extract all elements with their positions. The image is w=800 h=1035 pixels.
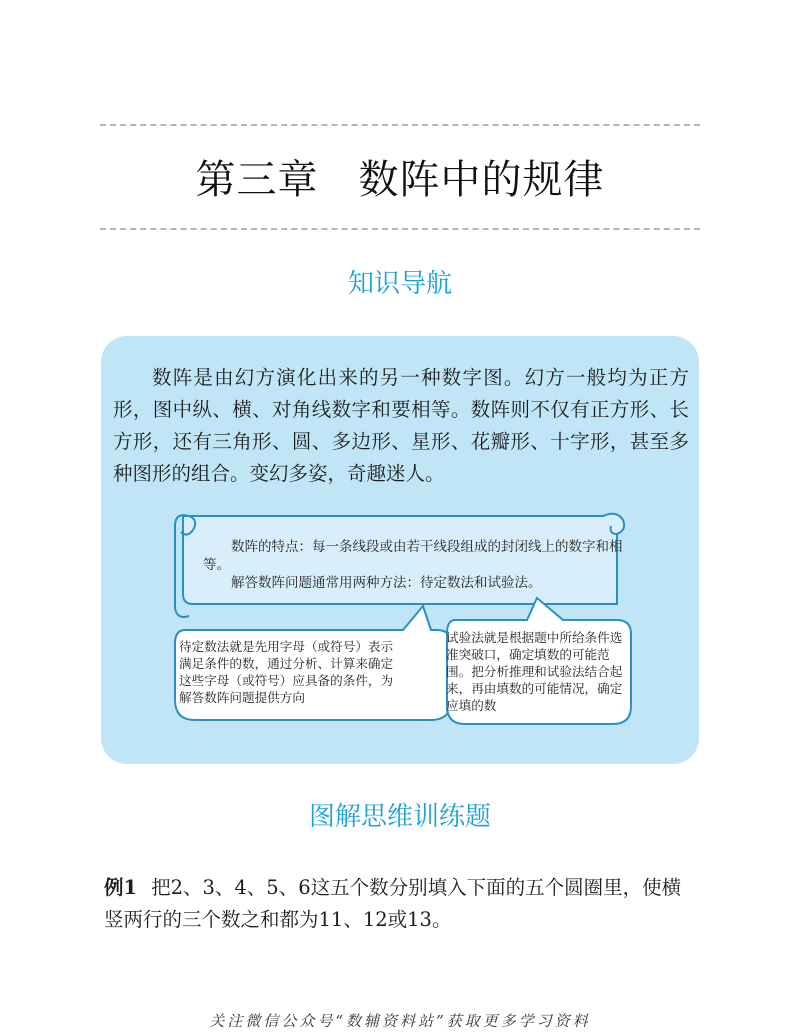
- bubble-right-text: 试验法就是根据题中所给条件选准突破口，确定填数的可能范围。把分析推理和试验法结合起来，再由填数的可能情况，确定应填的数: [446, 630, 623, 713]
- bottom-dashed-rule: [100, 228, 700, 230]
- chapter-number: 第三章: [195, 157, 319, 203]
- scroll-line-methods: 解答数阵问题通常用两种方法：待定数法和试验法。: [231, 575, 542, 591]
- intro-paragraph: 数阵是由幻方演化出来的另一种数字图。幻方一般均为正方形，图中纵、横、对角线数字和要相等。数阵则不仅有正方形、长方形，还有三角形、圆、多边形、星形、花瓣形、十字形，甚至多种图形的组合。变幻多姿，奇趣迷人。: [113, 366, 689, 485]
- scroll-line-features: 数阵的特点：每一条线段或由若干线段组成的封闭线上的数字和相等。: [203, 539, 623, 573]
- chapter-name: 数阵中的规律: [358, 157, 605, 203]
- section-title-knowledge-nav: 知识导航: [347, 269, 452, 299]
- section-title-training: 图解思维训练题: [308, 802, 491, 832]
- scroll-text: [203, 538, 623, 592]
- bubble-left-text: 待定数法就是先用字母（或符号）表示满足条件的数，通过分析、计算来确定这些字母（或符号）应具备的条件，为解答数阵问题提供方向: [179, 639, 394, 705]
- example-1: [104, 872, 700, 936]
- top-dashed-rule: [100, 124, 700, 126]
- footer-watermark: 关注微信公众号“数辅资料站”获取更多学习资料: [209, 1012, 591, 1030]
- example-text: 把2、3、4、5、6这五个数分别填入下面的五个圆圈里，使横竖两行的三个数之和都为11、12或13。: [104, 876, 682, 931]
- example-label: 例1: [104, 876, 138, 899]
- knowledge-panel: [101, 336, 699, 764]
- chapter-title: [0, 148, 800, 205]
